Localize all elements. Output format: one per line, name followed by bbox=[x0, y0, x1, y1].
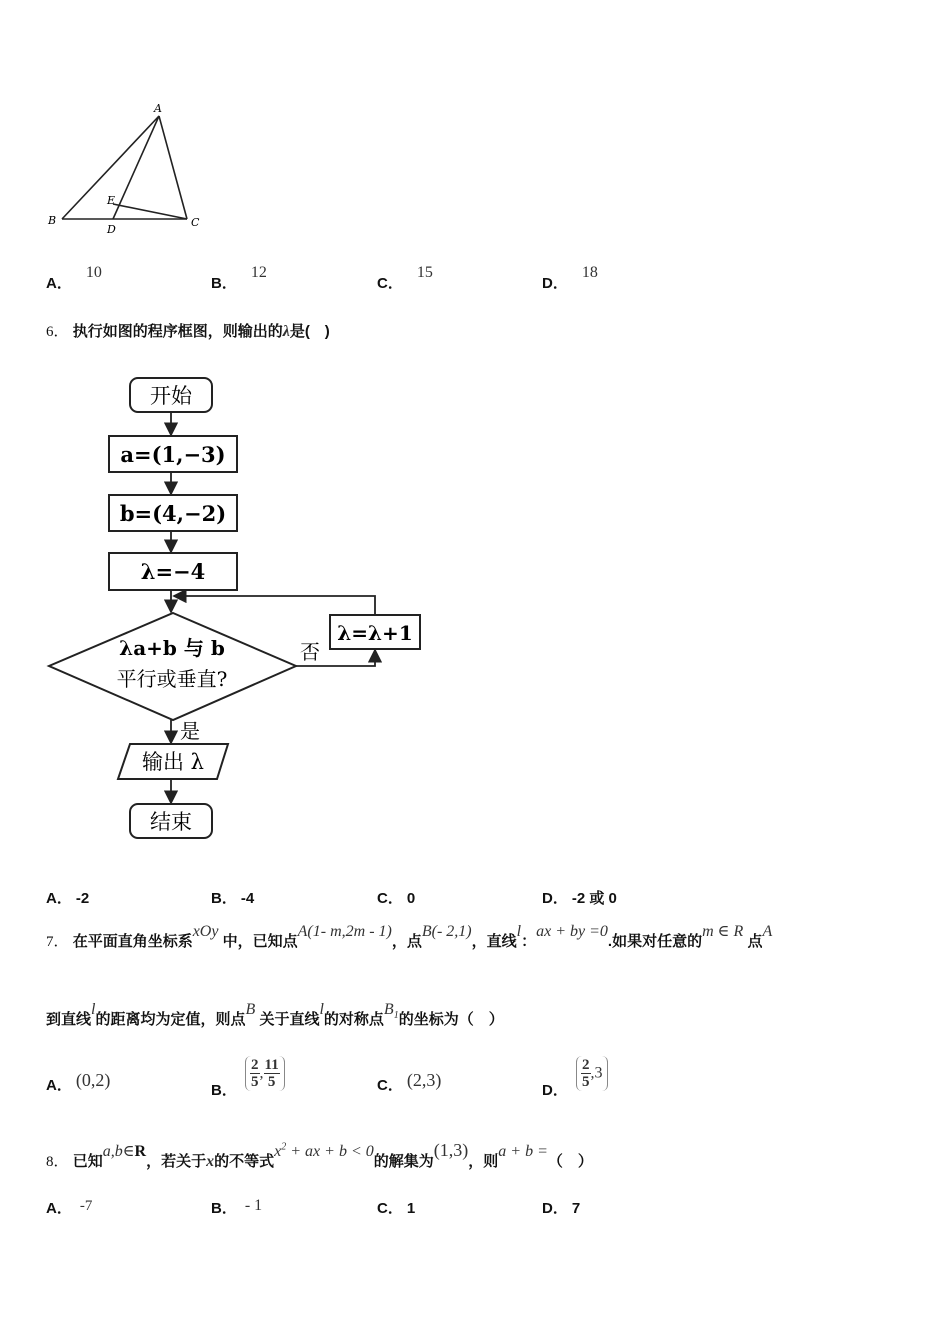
flow-yes-label: 是 bbox=[180, 719, 200, 743]
vertex-label-d: D bbox=[107, 223, 116, 236]
triangle-figure bbox=[40, 100, 220, 240]
q7-option-a[interactable]: A． (0,2) bbox=[46, 1070, 111, 1094]
q8-option-d[interactable]: D． 7 bbox=[542, 1200, 581, 1217]
flow-step-b-text: b=(4,−2) bbox=[119, 501, 227, 526]
q8-question: 8． 已知a,b∈R，若关于x的不等式$x^2$ + ax + b < 0的解集为(1,3)，则a + b =（ ） bbox=[46, 1140, 593, 1170]
q6-option-b[interactable]: B． -4 bbox=[211, 890, 255, 907]
q6-option-d[interactable]: D． -2 或 0 bbox=[542, 890, 617, 907]
vertex-label-c: C bbox=[191, 216, 200, 229]
q8-option-b[interactable]: B． - 1 bbox=[211, 1197, 263, 1217]
q7-option-b[interactable]: B． $\frac{2}{5}$ , $\frac{11}{5}$ bbox=[211, 1056, 285, 1091]
flow-condition-line1: λa+b 与 b bbox=[119, 636, 225, 660]
flow-step-a-text: a=(1,−3) bbox=[120, 442, 226, 467]
q6-question: 6． 执行如图的程序框图，则输出的λ是( ) bbox=[46, 323, 330, 340]
q8-option-a[interactable]: A． -7 bbox=[46, 1198, 93, 1217]
q6-option-c[interactable]: C． 0 bbox=[377, 890, 416, 907]
flow-output-text: 输出 λ bbox=[142, 750, 204, 774]
vertex-label-a: A bbox=[154, 102, 162, 115]
flow-end-text: 结束 bbox=[150, 810, 192, 834]
flow-step-lambda-text: λ=−4 bbox=[140, 559, 206, 584]
q5-option-a[interactable]: A．10 bbox=[46, 264, 102, 292]
q7-question-line2: 到直线l的距离均为定值，则点B 关于直线l的对称点$B_1$的坐标为（ ） bbox=[46, 1001, 504, 1028]
q5-option-c[interactable]: C．15 bbox=[377, 264, 433, 292]
q8-option-c[interactable]: C． 1 bbox=[377, 1200, 416, 1217]
q7-option-c[interactable]: C． (2,3) bbox=[377, 1070, 442, 1094]
flow-increment-text: λ=λ+1 bbox=[337, 621, 413, 645]
q5-option-b[interactable]: B．12 bbox=[211, 264, 267, 292]
q7-question-line1: 7． 在平面直角坐标系xOy 中，已知点A(1- m,2m - 1)，点B(- 2,1)，直线l：ax + by =0.如果对任意的m ∈ R 点A bbox=[46, 923, 773, 950]
flow-no-label: 否 bbox=[300, 640, 320, 664]
q5-option-d[interactable]: D．18 bbox=[542, 264, 598, 292]
flow-condition-line2: 平行或垂直? bbox=[116, 667, 228, 691]
flow-start-text: 开始 bbox=[150, 384, 192, 408]
flowchart bbox=[40, 370, 430, 850]
q7-option-d[interactable]: D． $\frac{2}{5}$ ,3 bbox=[542, 1056, 608, 1091]
vertex-label-e: E bbox=[107, 194, 116, 207]
vertex-label-b: B bbox=[48, 214, 57, 227]
q6-option-a[interactable]: A． -2 bbox=[46, 890, 90, 907]
